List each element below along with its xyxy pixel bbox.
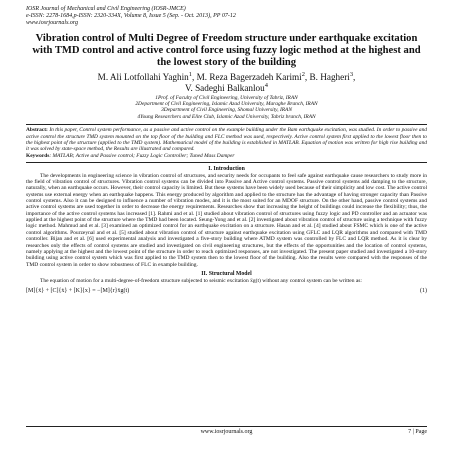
introduction-text: The developments in engineering science in vibration control of structures, and security needs for occupants to feel safe against earthquake cause researchers to study more in the field of vibration control of structures. Vibration control systems can be divided into Passive and Active control systems. Passive control systems add damping to the structure, naturally, when an earthquake occurs. However, their control capacity is limited. But these systems have been widely used because of their simplicity and low cost. The active control systems use external energy when an earthquake happens. This energy produced by algorithm and applied to the structure has the advantage of having stronger capacity than Passive control systems. Also it can be designed to influence a number of vibration modes, and it is the most suited for an MDOF structure. On the other hand, passive control systems and active control systems are used together in order to decrease the energy requirements. Researches show that increasing the height of buildings could increase the flexibility; thus, the importance of the active control systems has increased [1]. Rahmi and et al. [1] studied about vibration control of structures using fuzzy logic and PD controller and an actuator was applied at the highest point of the structure where the TMD had been located. Seung-Yong and et al. [2] investigated about vibration control of structure using a technique with fuzzy logic method. Mahmud and et al. [3] examined an optimized control for an earthquake excitation on a structure. Hasan and et al. [4] studied about FSMC which is one of the active control algorithms. Pourzeynal and et al. [5] studied about vibration control of structure against earthquake excitation using GFLC and LQR algorithms and compared with TMD controller. Bijan and et al. [6] used experimental analysis and investigated a five-story building where ATMD system was controlled by FLC and LQR method. As it is clear by researches only the effects of control systems are studied and investigated on civil engineering structures, but the effects of the opportunities and the location of control systems, namely applying at the highest and the lowest point of the structure in order to reach optimized responses, are not investigated. The present paper studied and investigated a 10-story building using active control system which was first applied to the TMD system then to the lowest floor of the building. Also the results were compared with the responses of the TMD control system in order to show robustness of FLC in example building.: [26, 172, 427, 268]
affiliation-4: 4Young Researchers and Elite Club, Islamic Azad University, Tabriz branch, IRAN: [137, 113, 316, 120]
affiliation-1: 1Prof. of Faculty of Civil Engineering, University of Tabriz, IRAN: [155, 94, 298, 101]
abstract-box: [26, 124, 427, 162]
author-1-sup: 1: [188, 70, 192, 78]
author-2-sup: 2: [301, 70, 305, 78]
journal-url: www.iosrjournals.org: [26, 20, 79, 26]
author-2: M. Reza Bagerzadeh Karimi: [196, 71, 302, 82]
journal-name: IOSR Journal of Mechanical and Civil Engineering (IOSR-JMCE): [26, 6, 186, 12]
affiliation-3: 3Department of Civil Engineering, Shomal University, IRAN: [161, 107, 292, 114]
journal-issn: e-ISSN: 2278-1684,p-ISSN: 2320-334X, Volume 8, Issue 5 (Sep. - Oct. 2013), PP 07-12: [26, 13, 236, 19]
equation: [M]{ẍ} + [C]{ẋ} + [K]{x} = −[M]{r}ẍg(t): [26, 288, 130, 295]
keywords: [26, 153, 427, 159]
abstract-label: Abstract:: [26, 127, 48, 134]
author-4: V. Sadeghi Balkanlou: [185, 82, 265, 93]
paper-title: Vibration control of Multi Degree of Freedom structure under earthquake excitation with TMD control and active control force using fuzzy logic method at the highest and the lowest story of the building: [32, 33, 421, 69]
footer-url[interactable]: www.iosrjournals.org: [200, 429, 253, 435]
journal-header: [26, 6, 427, 27]
abstract-text: In this paper, Control system performance, as a passive and active control on the example building under the Bam earthquake excitation, was studied. In order to passive and active control the structure TMD system mounted on the top floor of the building and FLC method was used, respectively. Active control system first applied to the lowest floor then to the highest point of the structure (applied to the TMD system). Mathematical model of the building is established in MATLAB. Equation of motion was written for high rise building and it was solved by state-space method, the Results are illustrated and compared.: [26, 127, 427, 153]
affiliations: [26, 95, 427, 121]
author-4-sup: 4: [264, 81, 268, 89]
structural-model-text: The equation of motion for a multi-degree-of-freedom structure subjected to seismic excitation ẍg(t) without any control system can be written as:: [40, 277, 362, 284]
keywords-label: Keywords: [26, 153, 50, 160]
equation-row: [26, 287, 427, 295]
author-3-sup: 3: [349, 70, 354, 78]
author-3: B. Hagheri: [309, 71, 350, 82]
section-title-structural-model: II. Structural Model: [201, 270, 252, 277]
keywords-text: : MATLAB; Active and Passive control; Fuzzy Logic Controller; Tuned Mass Damper: [49, 153, 235, 160]
author-1: M. Ali Lotfollahi Yaghin: [97, 71, 189, 82]
footer-page-number: 7 | Page: [408, 429, 427, 435]
section-title-introduction: I. Introduction: [208, 165, 245, 172]
abstract: [26, 127, 427, 152]
author-list: M. Ali Lotfollahi Yaghin$^1$, M. Reza Bagerzadeh Karimi$^2$, B. Hagheri$^3$, V. Sadeghi Balkanlou$^4$: [97, 70, 356, 93]
page-footer: [26, 426, 427, 436]
affiliation-2: 2Department of Civil Engineering, Islamic Azad University, Maraghe Branch, IRAN: [135, 101, 318, 108]
equation-number: (1): [420, 288, 427, 295]
